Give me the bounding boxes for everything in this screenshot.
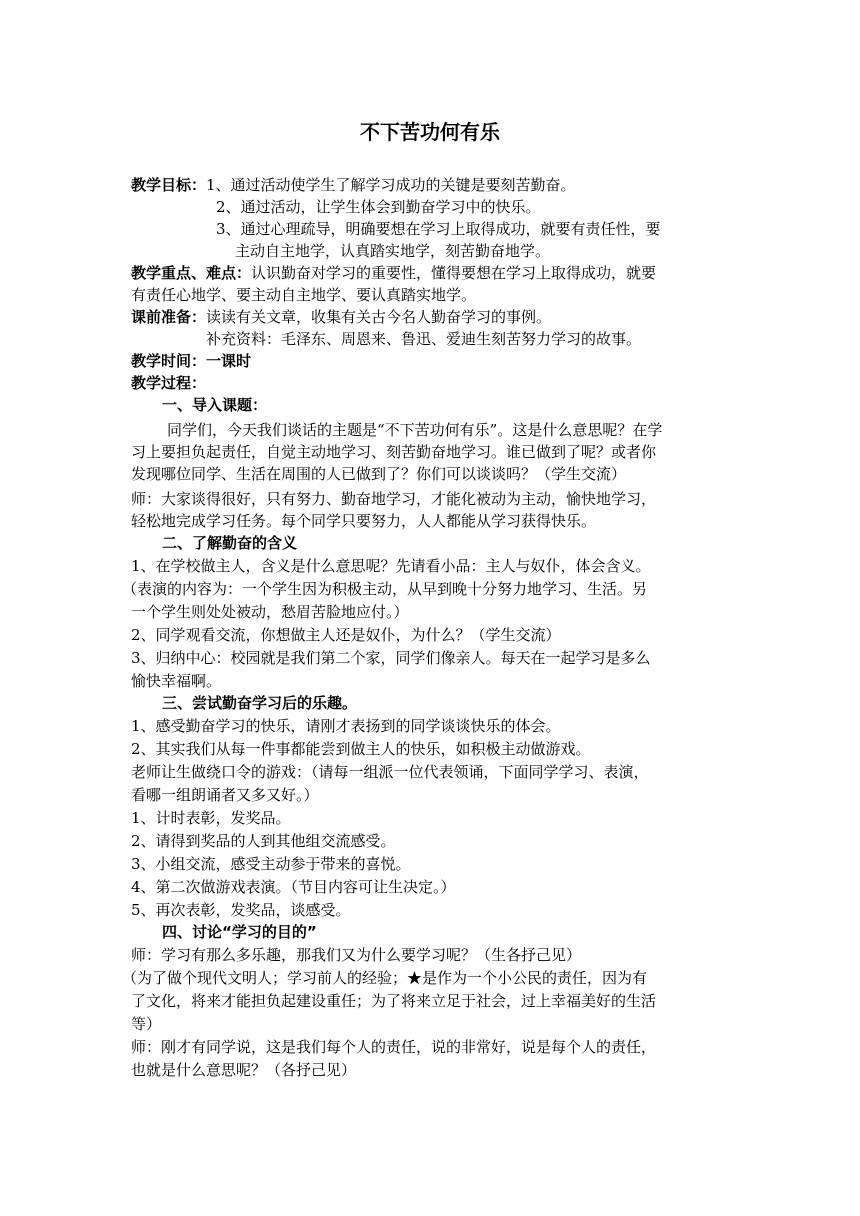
section-2-heading: 二、了解勤奋的含义 xyxy=(162,534,298,552)
key-points-line-1 xyxy=(131,262,656,284)
objective-2: 2、通过活动，让学生体会到勤奋学习中的快乐。 xyxy=(216,198,541,216)
section-4-line-5: 师：刚才有同学说，这是我们每个人的责任，说的非常好，说是每个人的责任， xyxy=(131,1038,657,1056)
objectives-line-1 xyxy=(131,174,576,196)
key-points-text-1: 认识勤奋对学习的重要性，懂得要想在学习上取得成功，就要 xyxy=(251,264,657,282)
preparation-text-1: 读读有关文章，收集有关古今名人勤奋学习的事例。 xyxy=(206,308,552,326)
preparation-line-1 xyxy=(131,306,551,328)
section-4-line-3: 了文化，将来才能担负起建设重任；为了将来立足于社会，过上幸福美好的生活 xyxy=(131,992,657,1010)
section-1-heading: 一、导入课题： xyxy=(162,396,268,414)
section-3-line-5: 1、计时表彰，发奖品。 xyxy=(131,809,291,827)
document-title: 不下苦功何有乐 xyxy=(360,120,500,144)
section-2-line-3: 一个学生则处处被动，愁眉苦脸地应付。） xyxy=(131,603,409,621)
section-3-line-8: 4、第二次做游戏表演。（节目内容可让生决定。） xyxy=(131,878,456,896)
section-2-line-6: 愉快幸福啊。 xyxy=(131,672,222,690)
section-3-line-4: 看哪一组朗诵者又多又好。） xyxy=(131,786,319,804)
objective-3a: 3、通过心理疏导，明确要想在学习上取得成功，就要有责任性，要 xyxy=(216,220,661,238)
section-3-line-9: 5、再次表彰，发奖品，谈感受。 xyxy=(131,901,351,919)
section-2-line-5: 3、归纳中心：校园就是我们第二个家，同学们像亲人。每天在一起学习是多么 xyxy=(131,649,651,667)
section-3-line-6: 2、请得到奖品的人到其他组交流感受。 xyxy=(131,832,396,850)
section-1-para-5: 轻松地完成学习任务。每个同学只要努力，人人都能从学习获得快乐。 xyxy=(131,512,597,530)
objective-3b: 主动自主地学，认真踏实地学，刻苦勤奋地学。 xyxy=(235,242,551,260)
section-2-line-1: 1、在学校做主人，含义是什么意思呢？先请看小品：主人与奴仆，体会含义。 xyxy=(131,557,651,575)
section-4-line-2: （为了做个现代文明人；学习前人的经验；★是作为一个小公民的责任，因为有 xyxy=(122,969,648,987)
section-3-line-7: 3、小组交流，感受主动参于带来的喜悦。 xyxy=(131,855,411,873)
key-points-label: 教学重点、难点： xyxy=(131,264,252,282)
preparation-label: 课前准备： xyxy=(131,308,207,326)
section-1-para-3: 发现哪位同学、生活在周围的人已做到了？你们可以谈谈吗？（学生交流） xyxy=(131,465,627,483)
objectives-label: 教学目标： xyxy=(131,176,207,194)
section-3-line-3: 老师让生做绕口令的游戏：（请每一组派一位代表领诵，下面同学学习、表演， xyxy=(131,763,649,781)
section-1-para-4: 师：大家谈得很好，只有努力、勤奋地学习，才能化被动为主动，愉快地学习， xyxy=(131,490,657,508)
preparation-line-2: 补充资料：毛泽东、周恩来、鲁迅、爱迪生刻苦努力学习的故事。 xyxy=(206,330,642,348)
teaching-time: 教学时间：一课时 xyxy=(131,352,252,370)
section-3-heading: 三、尝试勤奋学习后的乐趣。 xyxy=(162,694,358,712)
section-1-para-1: 同学们，今天我们谈话的主题是“不下苦功何有乐”。这是什么意思呢？在学 xyxy=(167,421,663,439)
section-4-line-1: 师：学习有那么多乐趣，那我们又为什么要学习呢？（生各抒己见） xyxy=(131,946,582,964)
section-4-line-6: 也就是什么意思呢？（各抒己见） xyxy=(131,1061,357,1079)
section-3-line-1: 1、感受勤奋学习的快乐，请刚才表扬到的同学谈谈快乐的体会。 xyxy=(131,717,561,735)
objective-1: 1、通过活动使学生了解学习成功的关键是要刻苦勤奋。 xyxy=(206,176,576,194)
process-label: 教学过程： xyxy=(131,374,207,392)
section-2-line-2: （表演的内容为：一个学生因为积极主动，从早到晚十分努力地学习、生活。另 xyxy=(122,580,648,598)
section-2-line-4: 2、同学观看交流，你想做主人还是奴仆，为什么？（学生交流） xyxy=(131,626,561,644)
section-4-line-4: 等） xyxy=(131,1015,162,1033)
section-4-heading: 四、讨论“学习的目的” xyxy=(162,923,317,941)
section-1-para-2: 习上要担负起责任，自觉主动地学习、刻苦勤奋地学习。谁已做到了呢？或者你 xyxy=(131,443,657,461)
section-3-line-2: 2、其实我们从每一件事都能尝到做主人的快乐，如积极主动做游戏。 xyxy=(131,740,591,758)
key-points-line-2: 有责任心地学、要主动自主地学、要认真踏实地学。 xyxy=(131,286,477,304)
